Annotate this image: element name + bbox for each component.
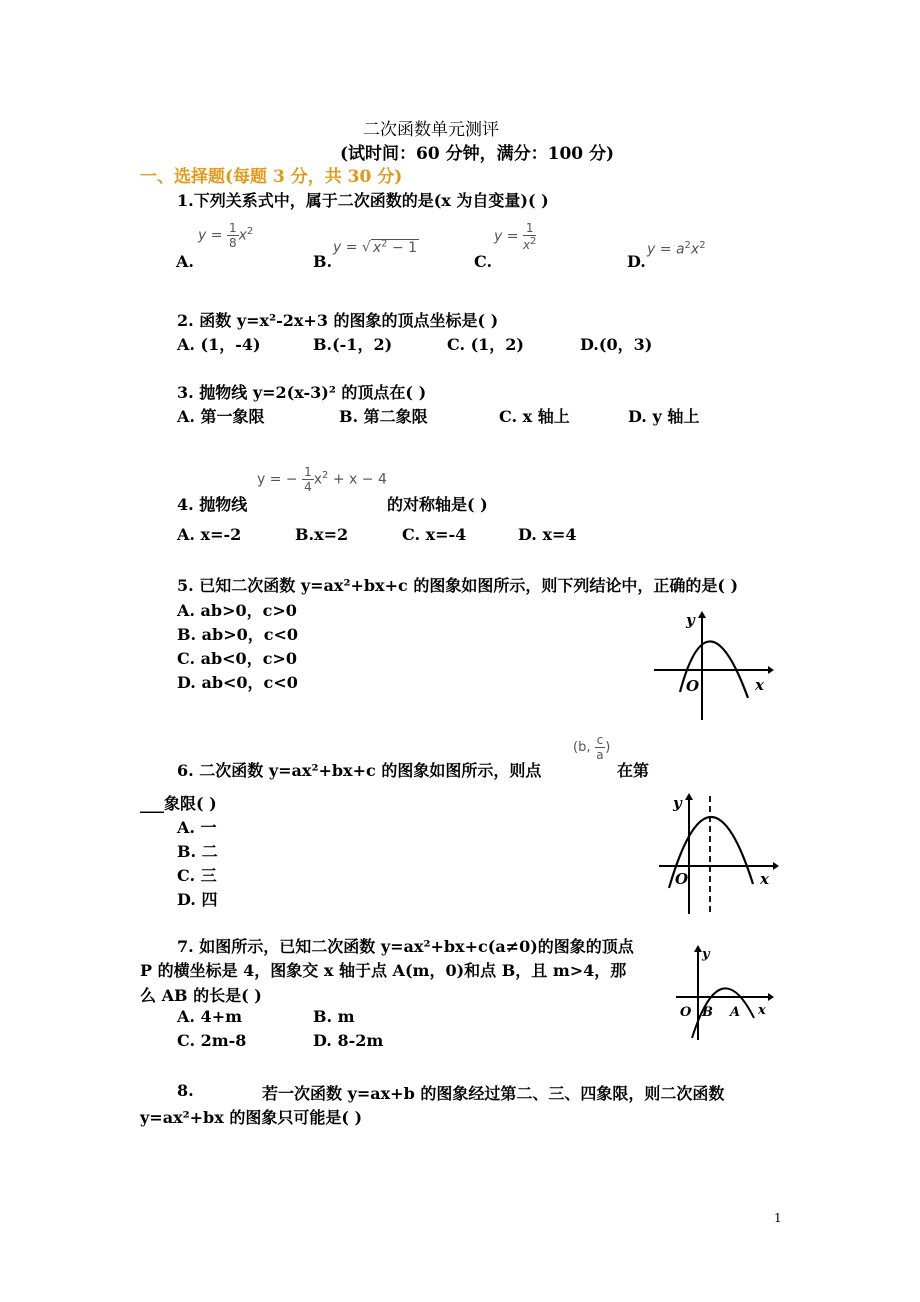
q3-option-b: B. 第二象限 xyxy=(339,407,428,426)
q5-option-c: C. ab<0，c>0 xyxy=(177,649,297,668)
q4-option-d: D. x=4 xyxy=(518,525,577,544)
q7-option-c: C. 2m-8 xyxy=(177,1031,247,1050)
section-heading: 一、选择题(每题 3 分，共 30 分) xyxy=(140,167,403,187)
q2-option-b: B.(-1，2) xyxy=(313,335,393,354)
q3-option-a: A. 第一象限 xyxy=(177,407,265,426)
q1-option-d-formula: $y = a^2x^2$ xyxy=(647,240,706,258)
q1-option-d-label: D. xyxy=(627,252,646,271)
q1-option-c-formula: y = $\frac{1}{x^2}$ xyxy=(494,221,537,252)
q6-origin-label: O xyxy=(675,870,689,888)
q7-b-label: B xyxy=(702,1005,713,1020)
q7-line3: 么 AB 的长是( ) xyxy=(140,986,262,1005)
q4-stem-post: 的对称轴是( ) xyxy=(387,495,488,514)
q8-line1: 若一次函数 y=ax+b 的图象经过第二、三、四象限，则二次函数 xyxy=(262,1084,725,1103)
page-subtitle: (试时间：60 分钟，满分：100 分) xyxy=(340,144,615,164)
q3-option-d: D. y 轴上 xyxy=(628,407,700,426)
q5-option-b: B. ab>0，c<0 xyxy=(177,625,299,644)
q7-a-label: A xyxy=(730,1005,741,1020)
q6-option-d: D. 四 xyxy=(177,890,218,909)
q2-stem: 2. 函数 y=x²-2x+3 的图象的顶点坐标是( ) xyxy=(177,311,499,330)
q5-option-a: A. ab>0，c>0 xyxy=(177,601,297,620)
q6-option-b: B. 二 xyxy=(177,842,218,861)
q6-point-formula: (b, $\frac{c}{a}$ ) xyxy=(573,733,611,762)
q5-y-label: y xyxy=(686,611,695,629)
q1-option-a-formula: y = $\frac{1}{8}$ $x^2$ xyxy=(198,221,254,250)
q5-stem: 5. 已知二次函数 y=ax²+bx+c 的图象如图所示，则下列结论中，正确的是( ) xyxy=(177,576,739,595)
q7-line1: 7. 如图所示，已知二次函数 y=ax²+bx+c(a≠0)的图象的顶点 xyxy=(177,937,634,956)
q7-x-label: x xyxy=(758,1003,766,1018)
q5-origin-label: O xyxy=(686,677,700,695)
q4-option-b: B.x=2 xyxy=(295,525,349,544)
q7-option-a: A. 4+m xyxy=(177,1007,243,1026)
q7-line2: P 的横坐标是 4，图象交 x 轴于点 A(m，0)和点 B，且 m>4，那 xyxy=(140,961,627,980)
q4-option-c: C. x=-4 xyxy=(402,525,467,544)
q1-option-a-label: A. xyxy=(176,252,194,271)
q3-option-c: C. x 轴上 xyxy=(499,407,570,426)
page-number: 1 xyxy=(774,1211,782,1225)
q1-option-b-label: B. xyxy=(313,252,333,271)
q5-x-label: x xyxy=(755,676,764,694)
q4-option-a: A. x=-2 xyxy=(177,525,242,544)
q6-graph xyxy=(655,788,780,916)
q4-formula: y = − $\frac{1}{4}$ $x^2 + x - 4$ xyxy=(257,465,387,494)
q5-option-d: D. ab<0，c<0 xyxy=(177,673,298,692)
q2-option-c: C. (1，2) xyxy=(447,335,525,354)
q7-y-label: y xyxy=(702,947,710,962)
q5-graph xyxy=(650,608,775,723)
q8-line2: y=ax²+bx 的图象只可能是( ) xyxy=(140,1108,363,1127)
q6-stem-post: 在第 xyxy=(617,761,650,780)
q6-stem-line2: ___象限( ) xyxy=(140,794,217,813)
q6-x-label: x xyxy=(760,870,769,888)
q7-origin-label: O xyxy=(680,1005,692,1020)
q7-graph xyxy=(672,940,777,1045)
q7-option-d: D. 8-2m xyxy=(313,1031,384,1050)
q6-stem-pre: 6. 二次函数 y=ax²+bx+c 的图象如图所示，则点 xyxy=(177,761,542,780)
q1-stem: 1.下列关系式中，属于二次函数的是(x 为自变量)( ) xyxy=(177,191,549,210)
q6-option-a: A. 一 xyxy=(177,818,217,837)
q2-option-a: A. (1，-4) xyxy=(177,335,261,354)
q6-y-label: y xyxy=(673,794,682,812)
q1-option-c-label: C. xyxy=(474,252,493,271)
q1-option-b-formula: y = √ $x^2 - 1$ xyxy=(333,238,418,256)
page-title: 二次函数单元测评 xyxy=(363,120,499,140)
q3-stem: 3. 抛物线 y=2(x-3)² 的顶点在( ) xyxy=(177,383,427,402)
q4-stem-pre: 4. 抛物线 xyxy=(177,495,248,514)
q6-option-c: C. 三 xyxy=(177,866,217,885)
q7-option-b: B. m xyxy=(313,1007,355,1026)
q8-number: 8. xyxy=(177,1081,194,1100)
q2-option-d: D.(0，3) xyxy=(580,335,653,354)
